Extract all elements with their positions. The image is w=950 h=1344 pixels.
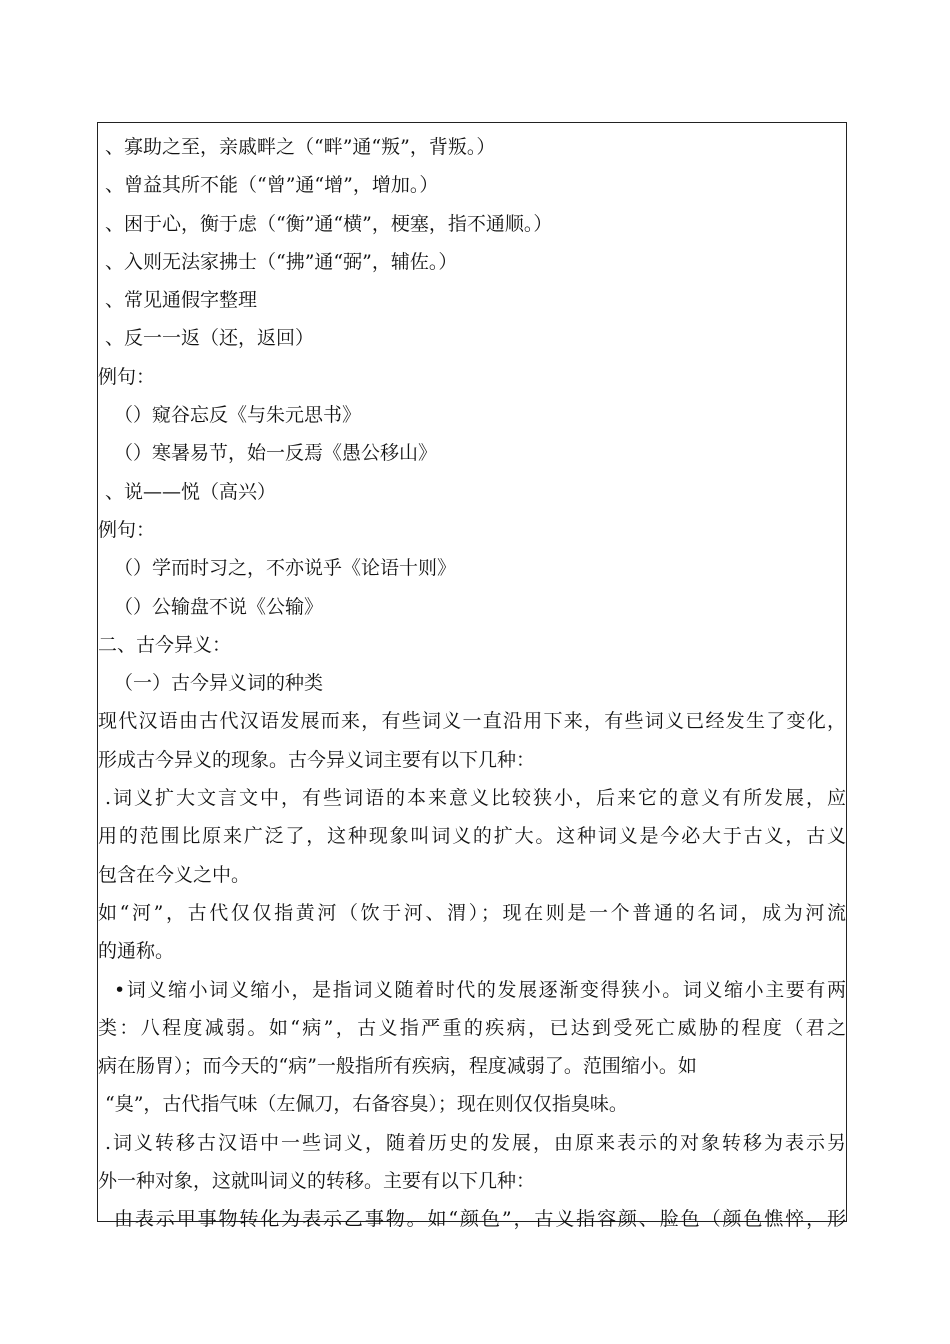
text-line: 、寡助之至，亲戚畔之（“畔”通“叛”，背叛。）	[105, 136, 496, 158]
paragraph-line: 外一种对象，这就叫词义的转移。主要有以下几种：	[98, 1170, 536, 1193]
example-line: （）公输盘不说《公输》	[114, 595, 324, 618]
paragraph-line: 的通称。	[98, 940, 175, 963]
paragraph-line: 形成古今异义的现象。古今异义词主要有以下几种：	[98, 748, 536, 771]
example-line: （）窥谷忘反《与朱元思书》	[114, 404, 362, 427]
example-line: （）寒暑易节，始一反焉《愚公移山》	[114, 442, 438, 465]
paragraph-line: “臭”，古代指气味（左佩刀，右备容臭）；现在则仅仅指臭味。	[105, 1093, 628, 1116]
text-line: 、说——悦（高兴）	[105, 480, 277, 503]
example-label: 例句：	[98, 365, 156, 388]
paragraph-line: 用的范围比原来广泛了，这种现象叫词义的扩大。这种词义是今必大于古义，古义	[98, 825, 846, 848]
example-label: 例句：	[98, 518, 156, 541]
paragraph-line: 如“河”，古代仅仅指黄河（饮于河、渭）；现在则是一个普通的名词，成为河流	[98, 901, 846, 924]
paragraph-line: 现代汉语由古代汉语发展而来，有些词义一直沿用下来，有些词义已经发生了变化，	[98, 710, 846, 733]
paragraph-line: .词义转移古汉语中一些词义，随着历史的发展，由原来表示的对象转移为表示另	[105, 1131, 846, 1154]
paragraph-line: 由表示甲事物转化为表示乙事物。如“颜色”，古义指容颜、脸色（颜色憔悴，形	[114, 1208, 846, 1231]
text-line: 、困于心，衡于虑（“衡”通“横”，梗塞，指不通顺。）	[105, 212, 553, 235]
section-heading: 、常见通假字整理	[105, 289, 258, 312]
text-line: 、曾益其所不能（“曾”通“增”，增加。）	[105, 174, 439, 197]
paragraph-line: 类：八程度减弱。如“病”，古义指严重的疾病，已达到受死亡威胁的程度（君之	[98, 1016, 846, 1039]
paragraph-line: 包含在今义之中。	[98, 863, 251, 886]
text-line: 、入则无法家拂士（“拂”通“弼”，辅佐。）	[105, 250, 458, 273]
text-line: 、反一一返（还，返回）	[105, 327, 315, 350]
document-body	[98, 128, 846, 1239]
example-line: （）学而时习之，不亦说乎《论语十则》	[114, 557, 457, 580]
section-heading: 二、古今异义：	[98, 633, 232, 656]
paragraph-line: •词义缩小词义缩小，是指词义随着时代的发展逐渐变得狭小。词义缩小主要有两	[114, 978, 846, 1001]
paragraph-line: .词义扩大文言文中，有些词语的本来意义比较狭小，后来它的意义有所发展，应	[105, 787, 846, 810]
paragraph-line: 病在肠胃）；而今天的“病”一般指所有疾病，程度减弱了。范围缩小。如	[98, 1055, 697, 1078]
subsection-heading: （一）古今异义词的种类	[114, 672, 324, 695]
